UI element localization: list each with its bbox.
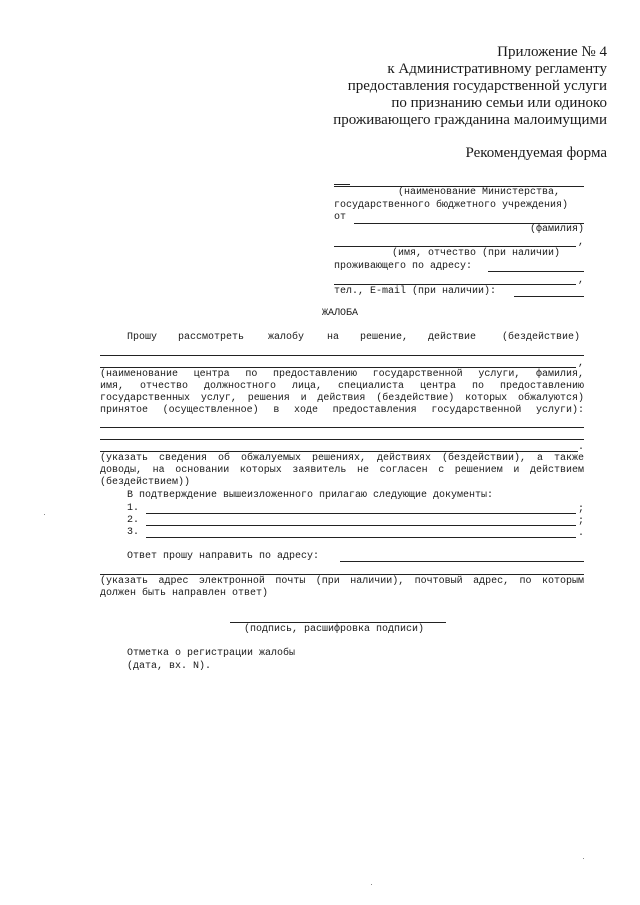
reply-label: Ответ прошу направить по адресу: (127, 551, 320, 562)
period: . (578, 442, 585, 453)
fill-line-details[interactable] (100, 451, 578, 452)
registration-mark: Отметка о регистрации жалобы (127, 648, 296, 659)
from-label: от (334, 212, 347, 223)
attachment-end: . (578, 528, 585, 539)
comma: , (578, 237, 585, 248)
details-hint: доводы, на основании которых заявитель не согласен с решением и действием (100, 465, 584, 476)
appendix-reference: предоставления государственной услуги (347, 78, 607, 94)
appendix-reference: к Административному регламенту (387, 61, 607, 77)
attachment-end: ; (578, 516, 585, 527)
fill-line-respondent[interactable] (100, 367, 576, 368)
fill-line-reply-address[interactable] (100, 574, 584, 575)
request-word: решение, (360, 332, 409, 343)
name-hint: (имя, отчество (при наличии) (392, 248, 561, 259)
scan-speck (583, 858, 584, 859)
document-title: ЖАЛОБА (322, 308, 359, 319)
fill-line-reply-address[interactable] (340, 561, 584, 562)
details-hint: (указать сведения об обжалуемых решениях, действиях (бездействии), а также (100, 453, 584, 464)
comma: , (578, 275, 585, 286)
fill-line-name[interactable] (334, 246, 576, 247)
fill-line-address-2[interactable] (334, 284, 576, 285)
appendix-reference: по признанию семьи или одиноко (391, 95, 607, 111)
respondent-hint: принятое (осуществленное) в ходе предоставления государственной услуги): (100, 405, 584, 416)
respondent-hint: имя, отчество должностного лица, специалиста центра по предоставлению (100, 381, 584, 392)
request-word: рассмотреть (178, 332, 245, 343)
reply-hint: должен быть направлен ответ) (100, 588, 269, 599)
request-word: жалобу (268, 332, 305, 343)
fill-line-address[interactable] (488, 271, 584, 272)
attachment-number: 3. (127, 527, 140, 538)
fill-line-details[interactable] (100, 427, 584, 428)
fill-line-signature[interactable] (230, 622, 446, 623)
request-word: Прошу (127, 332, 158, 343)
appendix-reference: проживающего гражданина малоимущими (333, 112, 607, 128)
attachment-end: ; (578, 504, 585, 515)
request-word: действие (428, 332, 477, 343)
fill-line-attachment[interactable] (146, 513, 576, 514)
scan-speck (44, 514, 45, 515)
details-hint: (бездействием)) (100, 477, 191, 488)
signature-hint: (подпись, расшифровка подписи) (244, 624, 425, 635)
fill-line-attachment[interactable] (146, 525, 576, 526)
surname-hint: (фамилия) (530, 224, 585, 235)
form-note: Рекомендуемая форма (465, 145, 607, 161)
attachment-number: 1. (127, 503, 140, 514)
fill-line-details[interactable] (100, 439, 584, 440)
fill-line-contact[interactable] (514, 296, 584, 297)
fill-line-ministry-short[interactable] (334, 184, 350, 185)
attachment-number: 2. (127, 515, 140, 526)
request-word: (бездействие) (502, 332, 581, 343)
contact-label: тел., E-mail (при наличии): (334, 286, 497, 297)
ministry-hint: государственного бюджетного учреждения) (334, 200, 569, 211)
attachments-label: В подтверждение вышеизложенного прилагаю следующие документы: (127, 490, 494, 501)
comma: , (578, 358, 585, 369)
respondent-hint: государственных услуг, решения и действия (бездействие) которых обжалуются) (100, 393, 584, 404)
fill-line-attachment[interactable] (146, 537, 576, 538)
address-label: проживающего по адресу: (334, 261, 473, 272)
scan-speck (371, 884, 372, 885)
appendix-number: Приложение № 4 (497, 44, 607, 60)
request-word: на (327, 332, 340, 343)
ministry-hint: (наименование Министерства, (398, 187, 561, 198)
reply-hint: (указать адрес электронной почты (при наличии), почтовый адрес, по которым (100, 576, 584, 587)
registration-mark: (дата, вх. N). (127, 661, 212, 672)
fill-line-respondent[interactable] (100, 355, 584, 356)
respondent-hint: (наименование центра по предоставлению государственной услуги, фамилия, (100, 369, 584, 380)
